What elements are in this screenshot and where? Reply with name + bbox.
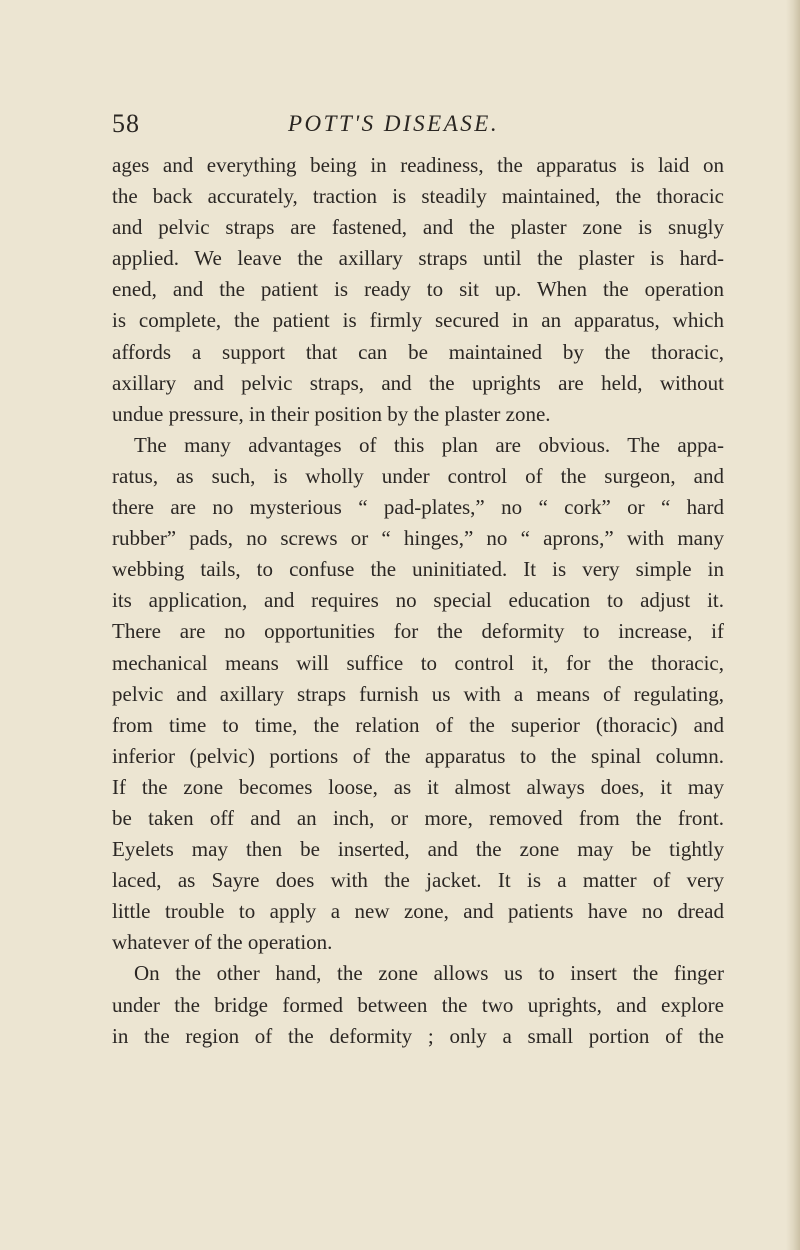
text-line: affords a support that can be maintained by the thoracic, (112, 339, 724, 364)
text-line: under the bridge formed between the two uprights, and explore (112, 992, 724, 1017)
text-line: inferior (pelvic) portions of the apparatus to the spinal column. (112, 743, 724, 768)
text-line: Eyelets may then be inserted, and the zone may be tightly (112, 837, 724, 862)
text-line: ages and everything being in readiness, the apparatus is laid on (112, 153, 724, 177)
text-line: The many advantages of this plan are obvious. The appa- (134, 432, 724, 457)
text-line: whatever of the operation. (112, 930, 333, 955)
text-line: be taken off and an inch, or more, removed from the front. (112, 805, 724, 830)
body-text (112, 150, 724, 1052)
text-line: in the region of the deformity ; only a small portion of the (112, 1023, 724, 1048)
text-line: little trouble to apply a new zone, and patients have no dread (112, 899, 724, 924)
text-line: pelvic and axillary straps furnish us with a means of regulating, (112, 681, 724, 706)
text-line: rubber” pads, no screws or “ hinges,” no “ aprons,” with many (112, 526, 724, 551)
text-line: ratus, as such, is wholly under control of the surgeon, and (112, 463, 724, 488)
text-line: laced, as Sayre does with the jacket. It is a matter of very (112, 868, 724, 893)
text-line: from time to time, the relation of the superior (thoracic) and (112, 712, 724, 737)
running-title: POTT'S DISEASE. (288, 111, 500, 136)
page-header (112, 106, 724, 142)
text-line: its application, and requires no special education to adjust it. (112, 588, 724, 613)
text-line: undue pressure, in their position by the plaster zone. (112, 401, 551, 426)
text-line: axillary and pelvic straps, and the uprights are held, without (112, 370, 724, 395)
text-line: is complete, the patient is firmly secured in an apparatus, which (112, 308, 724, 333)
text-line: ened, and the patient is ready to sit up. When the operation (112, 277, 724, 302)
text-line: There are no opportunities for the deformity to increase, if (112, 619, 724, 644)
text-line: there are no mysterious “ pad-plates,” no “ cork” or “ hard (112, 495, 724, 520)
text-line: If the zone becomes loose, as it almost always does, it may (112, 774, 724, 799)
page-number: 58 (112, 109, 140, 138)
text-line: webbing tails, to confuse the uninitiated. It is very simple in (112, 557, 724, 582)
text-line: On the other hand, the zone allows us to insert the finger (134, 961, 724, 986)
text-line: and pelvic straps are fastened, and the plaster zone is snugly (112, 215, 724, 240)
text-line: applied. We leave the axillary straps until the plaster is hard- (112, 246, 724, 271)
text-line: mechanical means will suffice to control it, for the thoracic, (112, 650, 724, 675)
page-edge-shadow (786, 0, 800, 1250)
text-line: the back accurately, traction is steadily maintained, the thoracic (112, 184, 724, 209)
